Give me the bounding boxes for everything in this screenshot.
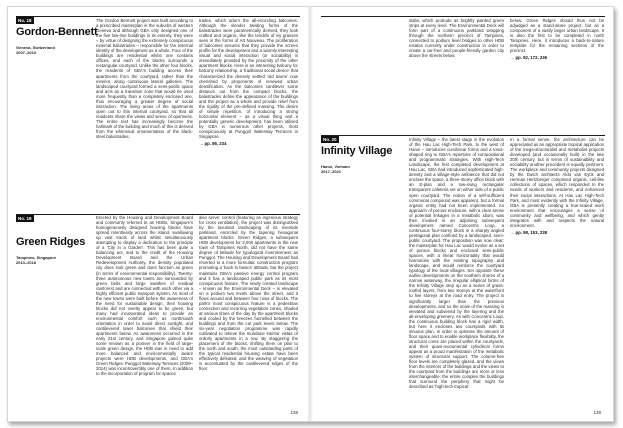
project-years: 2007–2013 [16,50,37,56]
top-rule [16,16,300,17]
body-text: below. Green Ridges should thus not be adjudged as a stand-alone project, but as a component of a vastly larger urban landscape. It is also the first to be completed in north Tampines. Here, it introduces a back-to-nature template for the remaining sections of the precinct. [510,18,604,54]
project-years: 2017–2021 [321,169,342,175]
text-column [510,137,604,257]
page-number: 139 [593,410,601,415]
project-years: 2013–2018 [16,260,37,266]
project-number-badge: No. 20 [323,137,337,142]
project-location: Hanoi, Vietnam [321,164,350,169]
text-column [96,215,193,407]
project-title: Gordon-Bennett [16,26,98,38]
text-column [510,18,604,78]
body-text: Infinity Village – the latest stage in the evolution of the Hau Lac High-Tech Park, to the west of Hanoi – introduces curvilinear forms and a torus-shaped ring to GBA's repertoire of compositional and programmatic strategies. With High-Tech Landscape, the first completed development at Hau Lac, GBA had introduced sophisticated high-density and a village-style ambience that did not enclose the space, a three-storey office block with an E-plan and a low-slung rectangular transparent cafeteria set on either side of a public open courtyard. The notion of a self-sufficient communal compound was apparent, but a formal organic entity had not been implemented. An approach of porous enclosure, with a clear sense of potential linkages in a metabolic idiom, was then invoked in an adjoining subsequent development named Concentric Loop, a continuous four-storey block in a sharply angled pentagonal plan confined by a landscaped, semi-public courtyard. The proposition was now clear: the masterplan for Hau Lac would evolve as a set of porous blocks and enclosed semi-public spaces, with a linear horizontality that would harmonise with the existing topography and landscape, and would reinforce the courtyard typology of the local villages. Set opposite these earlier developments on the southern shores of a narrow waterway, the irregular elliptical forms of the Infinity Village step up as a series of grass-roofed layers, from two storeys at the waterfront to five storeys at the road entry. The project is significantly larger than the previous developments, and so the scale of the massing is elevated and subverted by the layering and the all-enveloping greenery. As with Concentric Loop, the continuous building block has a rigid width, but here it encloses two courtyards with its sinuous plan. In order to optimise the amount of floor space and to enable workplace flexibility, the structural cores are placed within the courtyards, and their quasi-monumental cylindrical forms appear as a proud manifestation of the metabolic system of structural support. The column-free floor levels are completely glazed, and the views from the interiors of the buildings and the views to the courtyard from the buildings are more or less interchangeable: the entire complex the buildings that surround the periphery that might be described as 'high-tech tropical'. [409,137,504,390]
project-location: Tampines, Singapore [16,255,57,260]
page-reference: → pp. 98, 153, 238 [510,229,548,235]
body-text: Erected by the Housing and Development Board and commonly referred to as HDBs, Singapore's homogeneously designed housing blocks have spread relentlessly across the island, swallowing up vast tracts of land whilst simultaneously attempting to display a dedication to the principle of a 'City in a Garden'. This has been quite a balancing act, and to the credit of the Housing Development Board and the Urban Redevelopment Authority, the density populated city does look green and does function as green (in terms of environmental responsibility). Twenty-three autonomous new towns are surrounded by green belts and large swathes of residual rainforest and are connected with each other via a highly efficient public transport system. As most of the new towns were built before the awareness of the need for sustainable design, their housing blocks did not overtly appear to be green, but many had incorporated ideas to provide an environmental comfort such as north/south orientation in order to avoid direct sunlight, and cantilevered lower balconies that shield their apartments below. As awareness occurred in the early 21st century, and Singapore gained quite some renown as a pioneer in the field of large-scale green design, the HDB was in need to add more balanced and environmentally aware projects were HDB developments, and GBA's Green Ridges: Punggol Waterway Terraces (2009–2014) was incontrovertibly one of them. In addition to the incorporation of program for spaces [96,215,193,377]
project-number-badge: No. 19 [18,216,32,221]
body-text: trades, which adorn the all-encircling balconies. Although the slender twisting forms of the balustrades were parametrically derived, they look crafted and organic, like the tendrils of ivy grasses seen in the forms of Art Nouveau. The proliferation of balconies ensures that they provide the screen profile for the development and a warmly interesting visual and social interaction (or sociability) is immediately provided by the proximity of the other apartment blocks. Here is an interesting balcony for balcony relationship, a 'traditional social device' that characterized the densely settled 'old towns' now cherished by proponents of renewed urban densification. As the balconies cantilever some distance out from the compact blocks, the balustrades define the appearance of the buildings and the project as a whole and provide relief from the rigidity of the pre-defined massing. The desire of simple repetition, of introducing a strong horizontal element – as a visual thing and a potentially generic development, has been utilised by GBA in numerous other projects, most conspicuously at Punggol Waterway Terraces in Singapore. [199,18,298,140]
project-meta [16,45,55,55]
top-rule [321,16,605,17]
project-meta [16,255,56,265]
text-column [199,215,298,407]
section-rule [321,135,605,136]
left-page [8,7,310,421]
body-text: In a formal sense, the architecture can be appreciated as an appropriate tropical application of the mega-structuralist and metabolist projects developed (and occasionally built) in the late 20th century, but in terms of sustainability and sociability another precedent is equally pertinent. The workplace and community projects designed by the Dutch architects Aldo van Eyck and Herman Hertzberger comprised organic, cell-like collections of spaces, which responded to the needs of workers and residents, and enhanced their social interactions. At Hau Lac High-Tech Park, and most evidently with the Infinity Village, GBA is presently creating a true-scaled work environment that encourages a sense of community and wellbeing, and which gently integrates with and respects the natural environment. [510,137,604,228]
project-number-badge: No. 18 [18,18,32,23]
right-page [311,7,613,421]
project-location: Geneva, Switzerland [16,45,55,50]
page-reference: → pp. 86, 234 [199,141,227,147]
book-spread [7,6,614,422]
body-text: The Gordon Bennett project was built according to a prescribed masterplan in the suburbs of western Geneva and although GBA only designed one of the five low-rise buildings in its entirety, they were – by virtue of designing the extremely conspicuous external balustrades – responsible for the external identity of the development as a whole. Four of the buildings are residential whilst one contains offices, and each of the blocks surrounds a rectangular courtyard. Unlike the other four blocks, the residents of GBA's building access their apartments from the courtyard, rather than the exterior, along continuous lateral galleries. The landscaped courtyard formed a semi-public space and acts as a transition zone that would be used more frequently than a completely enclosed one, thus encouraging a greater degree of social interaction. The living areas of the apartments open out to this internal courtyard, so that all residents share the views and sense of openness. The entire text has increasingly become the hallmark of the building and much of this is derived from the whimsical ornamentation of the black-steel balustrades. [96,18,193,140]
body-text: also serve: control (featuring an ingenious strategy for cross ventilation), the project was distinguished by the luxuriant landscaping of its riverside parkland, encircled by the tapering hexagonal apartment blocks. Green Ridges, a subsequent HDB development for 2,000 apartments in the new town of Tampines North, did not have the same degree of latitude for typological inventiveness as Punggol. The Housing and Development Board had reverted to a more formulaic construction program promoting a 'back to basics' attitude, but the project maintains GBA's passive energy control program and it has a landscaped public park as its most conspicuous feature. The newly created landscape – known as the Environmental Deck – is elevated on a podium two levels above the street, and it flows around and between four rows of blocks. The park's most conspicuous feature is a pedestrian connection and recurring vegetation zones, shaded at various times of the day by the apartment blocks and cooled by the breezes funnelled between the buildings and from the car park levels below. The six-year negotiation programme was rapidly cultivated to relieve the mundane interior vistas of orderly apartments in a row. By staggering the placement of the blocks, shifting them on plan to the north and south, the most outstanding parts of the typical residential housing estate have been effectively defeated, and the weaving of vegetation is accentuated by the cantilevered edges of the floor [199,215,298,372]
text-column [96,18,193,174]
text-column [409,137,504,409]
body-text: slabs, which protrude as brightly painted green strips at every level. The Environmental Deck will form part of a continuous parkland wrapping through the northern precinct of Tampines, connected to podium level bridges to other HDB estates currently under construction in order to create a car-free and people-friendly garden city above the streets below. [409,18,504,59]
text-column [199,18,298,174]
project-title: Green Ridges [16,236,86,248]
project-meta [321,164,350,174]
page-number: 138 [290,410,298,415]
text-column [409,18,504,78]
project-title: Infinity Village [321,145,393,157]
page-reference: → pp. 92, 172, 236 [510,55,548,61]
